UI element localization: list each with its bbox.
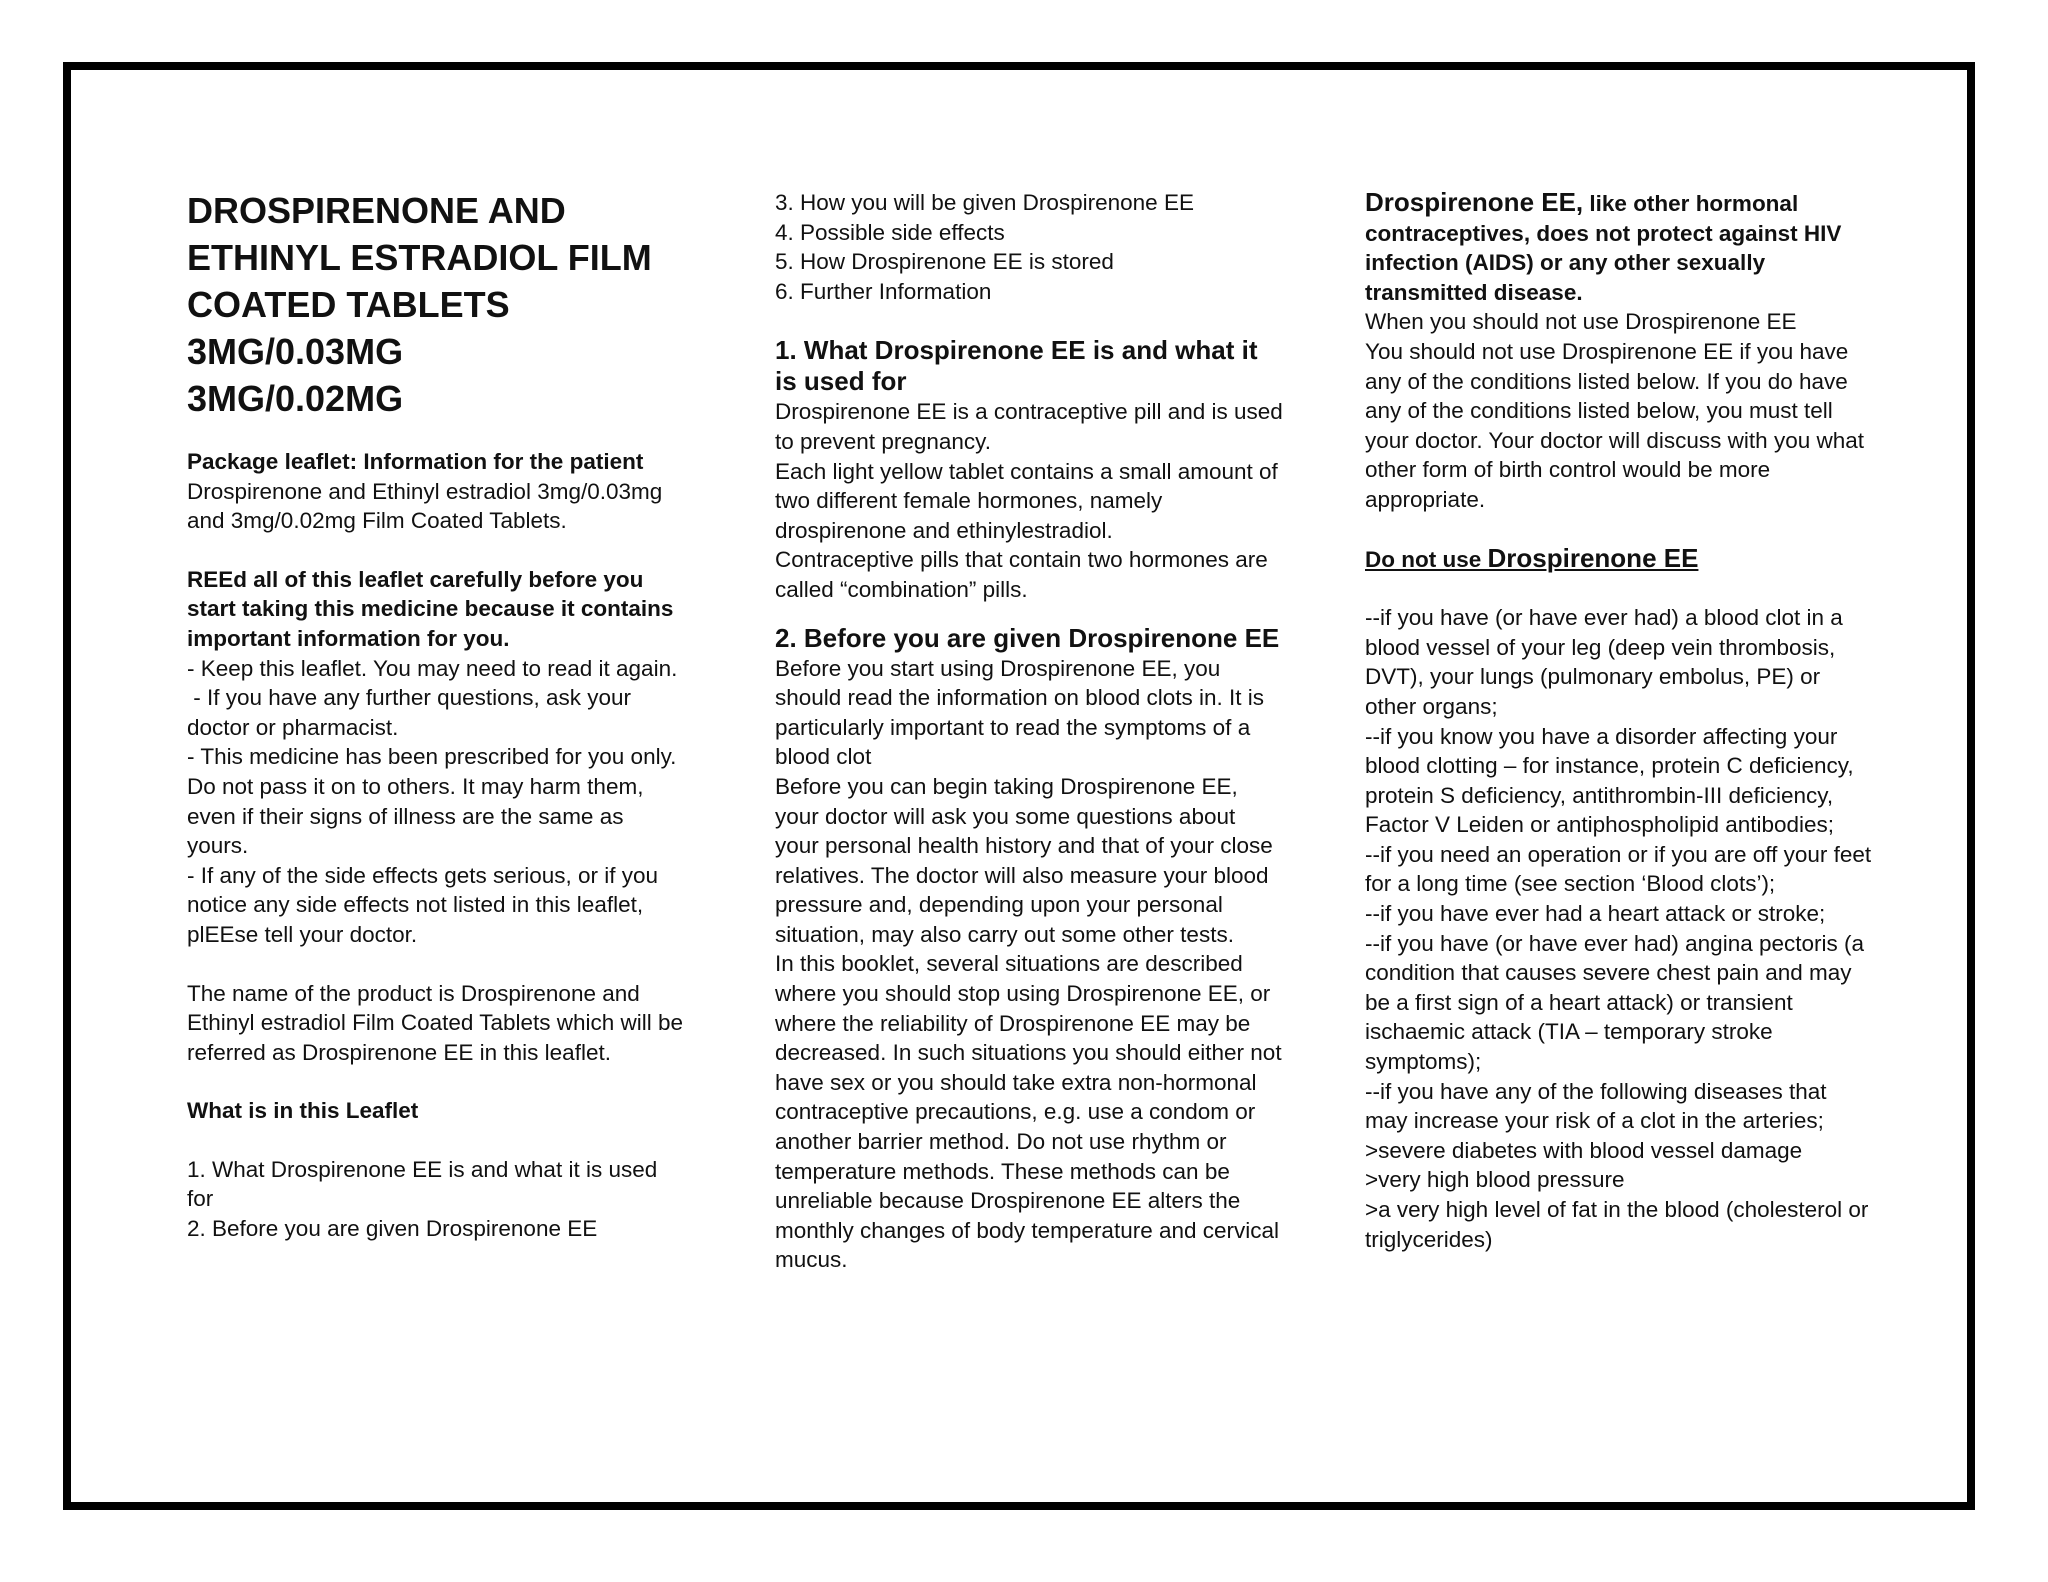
bullet-item: - If you have any further questions, ask your doctor or pharmacist. (187, 685, 638, 740)
condition-item: --if you have any of the following diseases that may increase your risk of a clot in the arteries; (1365, 1078, 1827, 1134)
bullet-item: - If any of the side effects gets serious, or if you notice any side effects not listed in this leaflet, plEEse tell your doctor. (187, 862, 659, 947)
contents-item: 3. How you will be given Drospirenone EE (775, 190, 1194, 215)
condition-item: --if you have ever had a heart attack or stroke; (1365, 901, 1826, 927)
title-line: 3MG/0.03MG (187, 331, 404, 372)
contents-item: 1. What Drospirenone EE is and what it is used for (187, 1156, 658, 1212)
section-2-paragraph: Before you can begin taking Drospirenone EE, your doctor will ask you some questions about your personal health history and that of your close relatives. The doctor will also measure your blood pressure and, depending upon your personal situation, may also carry out some other tests. (775, 773, 1273, 947)
section-1-paragraph: Each light yellow tablet contains a small amount of two different female hormones, namely drospirenone and ethinylestradiol. (775, 458, 1278, 543)
condition-item: --if you need an operation or if you are off your feet for a long time (see section ‘Blood clots’); (1365, 841, 1872, 897)
contents-item: 4. Possible side effects (775, 219, 1005, 245)
package-leaflet-text: Drospirenone and Ethinyl estradiol 3mg/0.03mg and 3mg/0.02mg Film Coated Tablets. (187, 478, 663, 534)
column-left (187, 125, 687, 1244)
condition-item: >a very high level of fat in the blood (cholesterol or triglycerides) (1365, 1197, 1869, 1252)
title-line: 3MG/0.02MG (187, 378, 404, 419)
product-name-text: The name of the product is Drospirenone and Ethinyl estradiol Film Coated Tablets which will be referred as Drospirenone EE in this leaflet. (187, 980, 684, 1065)
condition-item: >very high blood pressure (1365, 1167, 1625, 1193)
condition-item: --if you have (or have ever had) a blood clot in a blood vessel of your leg (deep vein thrombosis, DVT), your lungs (pulmonary embolus, PE) or other organs; (1365, 605, 1843, 719)
section-2-heading: 2. Before you are given Drospirenone EE (775, 622, 1280, 653)
section-2-paragraph: In this booklet, several situations are described where you should stop using Drospirenone EE, or where the reliability of Drospirenone EE may be decreased. In such situations you should either not have sex or you should take extra non-hormonal contraceptive precautions, e.g. use a condom or another barrier method. Do not use rhythm or temperature methods. These methods can be unreliable because Drospirenone EE alters the monthly changes of body temperature and cervical mucus. (775, 951, 1282, 1273)
hiv-warning-lead: Drospirenone EE, (1365, 187, 1584, 217)
title-line: COATED TABLETS (187, 284, 510, 325)
hiv-warning-text: like other hormonal contraceptives, does not protect against HIV infection (AIDS) or any other sexually transmitted disease. (1365, 191, 1842, 305)
column-right (1365, 188, 1875, 1254)
do-not-use-label: Do not use (1365, 546, 1488, 572)
condition-item: --if you know you have a disorder affecting your blood clotting – for instance, protein C deficiency, protein S deficiency, antithrombin-III deficiency, Factor V Leiden or antiphospholipid antibodies; (1365, 723, 1854, 838)
when-not-use-text: You should not use Drospirenone EE if you have any of the conditions listed below. If you do have any of the conditions listed below, you must tell your doctor. Your doctor will discuss with you what other form of birth control would be more appropriate. (1365, 338, 1864, 512)
bullet-item: - This medicine has been prescribed for you only. Do not pass it on to others. It may harm them, even if their signs of illness are the same as yours. (187, 744, 677, 859)
contents-item: 2. Before you are given Drospirenone EE (187, 1216, 598, 1242)
condition-item: >severe diabetes with blood vessel damage (1365, 1137, 1803, 1163)
contents-item: 5. How Drospirenone EE is stored (775, 249, 1114, 275)
do-not-use-product: Drospirenone EE (1487, 542, 1699, 573)
condition-item: --if you have (or have ever had) angina pectoris (a condition that causes severe chest pain and may be a first sign of a heart attack) or transient ischaemic attack (TIA – temporary stroke symptoms); (1365, 930, 1865, 1075)
contents-item: 6. Further Information (775, 278, 992, 304)
document-title (187, 187, 687, 422)
column-middle (775, 188, 1285, 1275)
package-leaflet-heading: Package leaflet: Information for the patient (187, 449, 644, 474)
contents-heading: What is in this Leaflet (187, 1098, 419, 1124)
hiv-warning (1365, 188, 1875, 307)
section-1-heading: 1. What Drospirenone EE is and what it is used for (775, 335, 1258, 397)
section-1-paragraph: Contraceptive pills that contain two hormones are called “combination” pills. (775, 547, 1268, 602)
title-line: ETHINYL ESTRADIOL FILM (187, 237, 652, 278)
section-2-paragraph: Before you start using Drospirenone EE, you should read the information on blood clots in. It is particularly important to read the symptoms of a blood clot (775, 655, 1265, 770)
when-not-use-heading: When you should not use Drospirenone EE (1365, 309, 1797, 335)
title-line: DROSPIRENONE AND (187, 190, 566, 231)
section-1-paragraph: Drospirenone EE is a contraceptive pill and is used to prevent pregnancy. (775, 399, 1283, 454)
bullet-item: - Keep this leaflet. You may need to read it again. (187, 655, 678, 681)
do-not-use-heading (1365, 544, 1875, 575)
read-leaflet-heading: REEd all of this leaflet carefully before you start taking this medicine because it contains important information for you. (187, 566, 674, 651)
